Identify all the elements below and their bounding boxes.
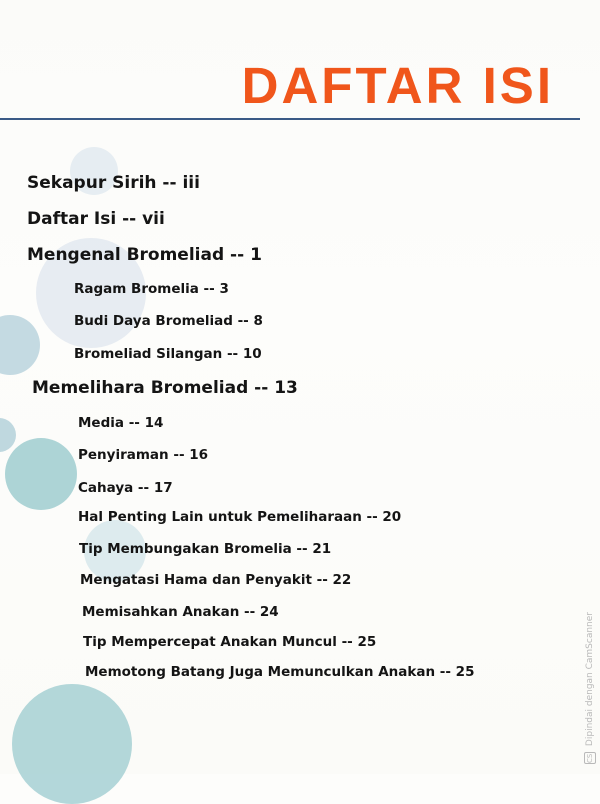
toc-subentry[interactable]: Hal Penting Lain untuk Pemeliharaan -- 20 [78,509,402,525]
toc-subentry[interactable]: Memisahkan Anakan -- 24 [82,604,279,620]
page-title: DAFTAR ISI [241,57,554,114]
toc-entry[interactable]: Sekapur Sirih -- iii [27,173,200,193]
toc-subentry[interactable]: Tip Membungakan Bromelia -- 21 [79,541,332,557]
toc-subentry[interactable]: Penyiraman -- 16 [78,447,209,463]
toc-subentry[interactable]: Tip Mempercepat Anakan Muncul -- 25 [83,634,377,650]
scanner-watermark-text: Dipindai dengan CamScanner [585,612,595,747]
toc-subentry[interactable]: Bromeliad Silangan -- 10 [74,346,262,362]
toc-entry[interactable]: Mengenal Bromeliad -- 1 [27,245,262,265]
camscanner-logo-icon: CS [586,753,594,763]
toc-subentry[interactable]: Budi Daya Bromeliad -- 8 [74,313,263,329]
toc-subentry[interactable]: Memotong Batang Juga Memunculkan Anakan -- 25 [85,664,475,680]
scanner-watermark [584,612,596,764]
toc-subentry[interactable]: Cahaya -- 17 [78,480,173,496]
toc-subentry[interactable]: Mengatasi Hama dan Penyakit -- 22 [80,572,352,588]
toc-subentry[interactable]: Media -- 14 [78,415,164,431]
toc-entry[interactable]: Daftar Isi -- vii [27,209,165,229]
toc-entry[interactable]: Memelihara Bromeliad -- 13 [32,378,298,398]
toc-subentry[interactable]: Ragam Bromelia -- 3 [74,281,229,297]
